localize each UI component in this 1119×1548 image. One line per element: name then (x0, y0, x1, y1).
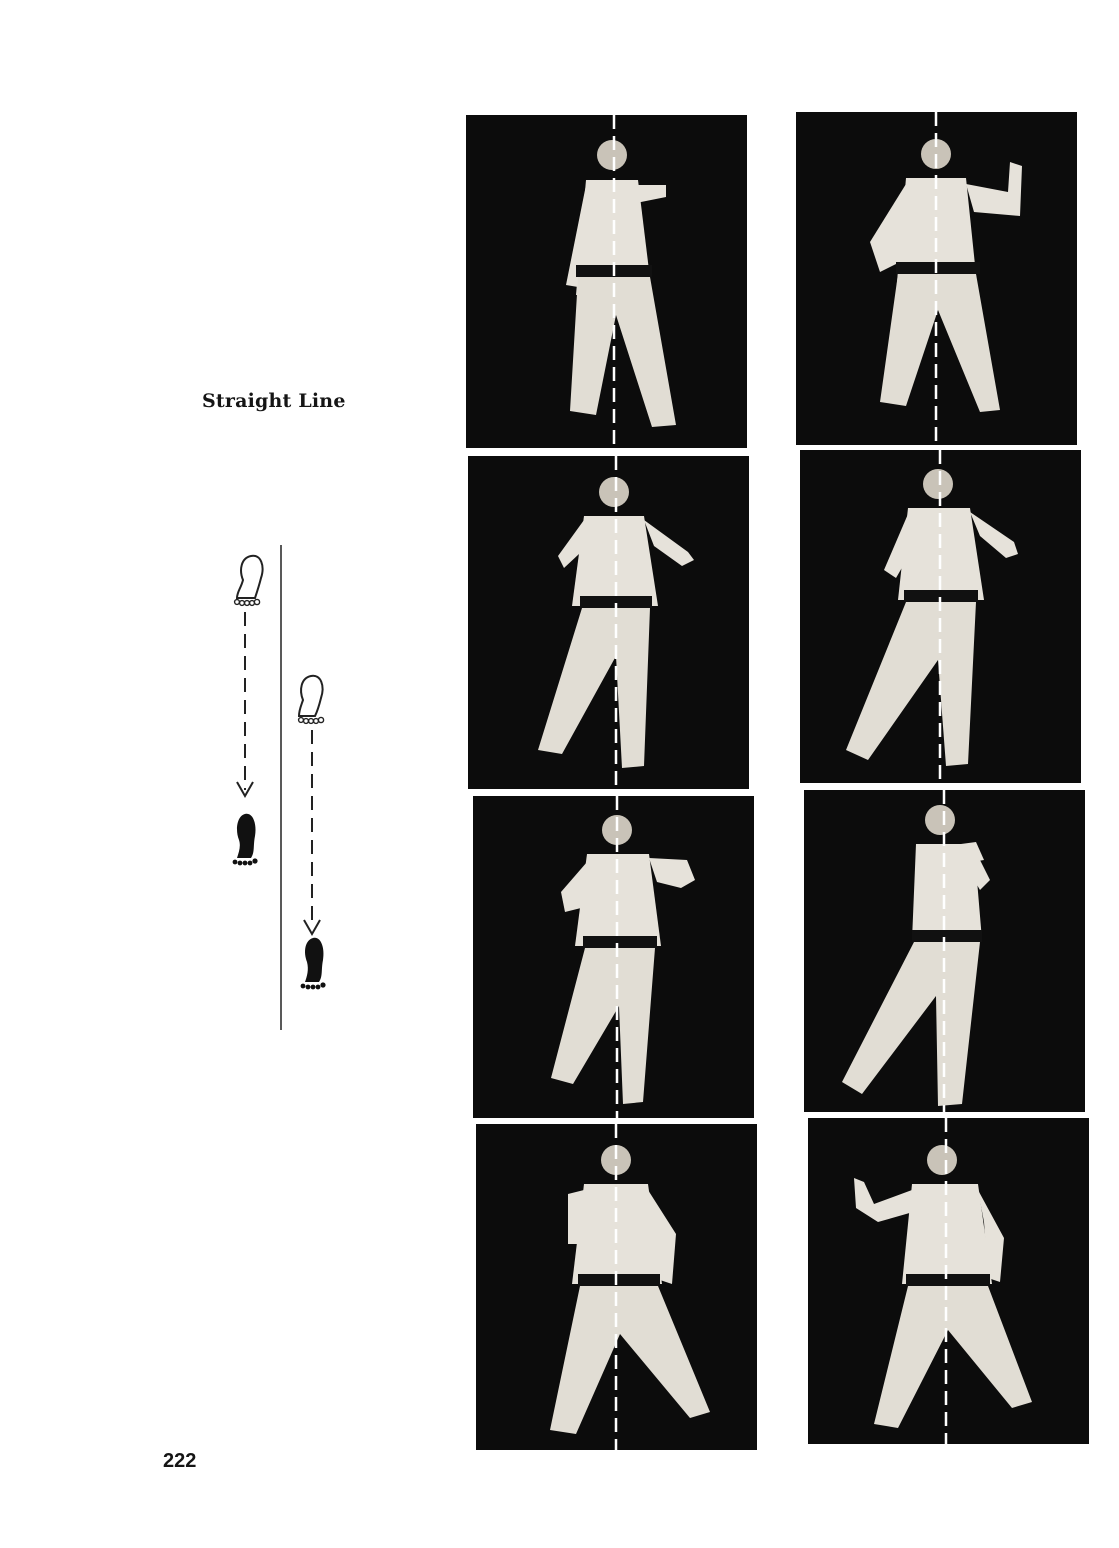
photo-frame-2 (796, 112, 1077, 445)
footprint-outline-icon (235, 556, 263, 606)
martial-artist-figure (796, 112, 1077, 445)
page-number: 222 (163, 1450, 197, 1472)
martial-artist-figure (476, 1124, 757, 1450)
photo-frame-3 (468, 456, 749, 789)
footprint-outline-icon (299, 676, 324, 724)
dashed-arrow-icon (304, 730, 320, 934)
martial-artist-figure (466, 115, 747, 448)
photo-frame-1 (466, 115, 747, 448)
photo-frame-7 (476, 1124, 757, 1450)
section-title: Straight Line (202, 390, 346, 412)
footprint-solid-icon (233, 814, 258, 866)
footwork-diagram (215, 540, 345, 1040)
martial-artist-figure (468, 456, 749, 789)
photo-frame-5 (473, 796, 754, 1118)
photo-frame-4 (800, 450, 1081, 783)
martial-artist-figure (804, 790, 1085, 1112)
martial-artist-figure (800, 450, 1081, 783)
martial-artist-figure (808, 1118, 1089, 1444)
photo-frame-6 (804, 790, 1085, 1112)
martial-artist-figure (473, 796, 754, 1118)
footprint-solid-icon (301, 938, 326, 990)
dashed-arrow-icon (237, 612, 253, 796)
photo-frame-8 (808, 1118, 1089, 1444)
